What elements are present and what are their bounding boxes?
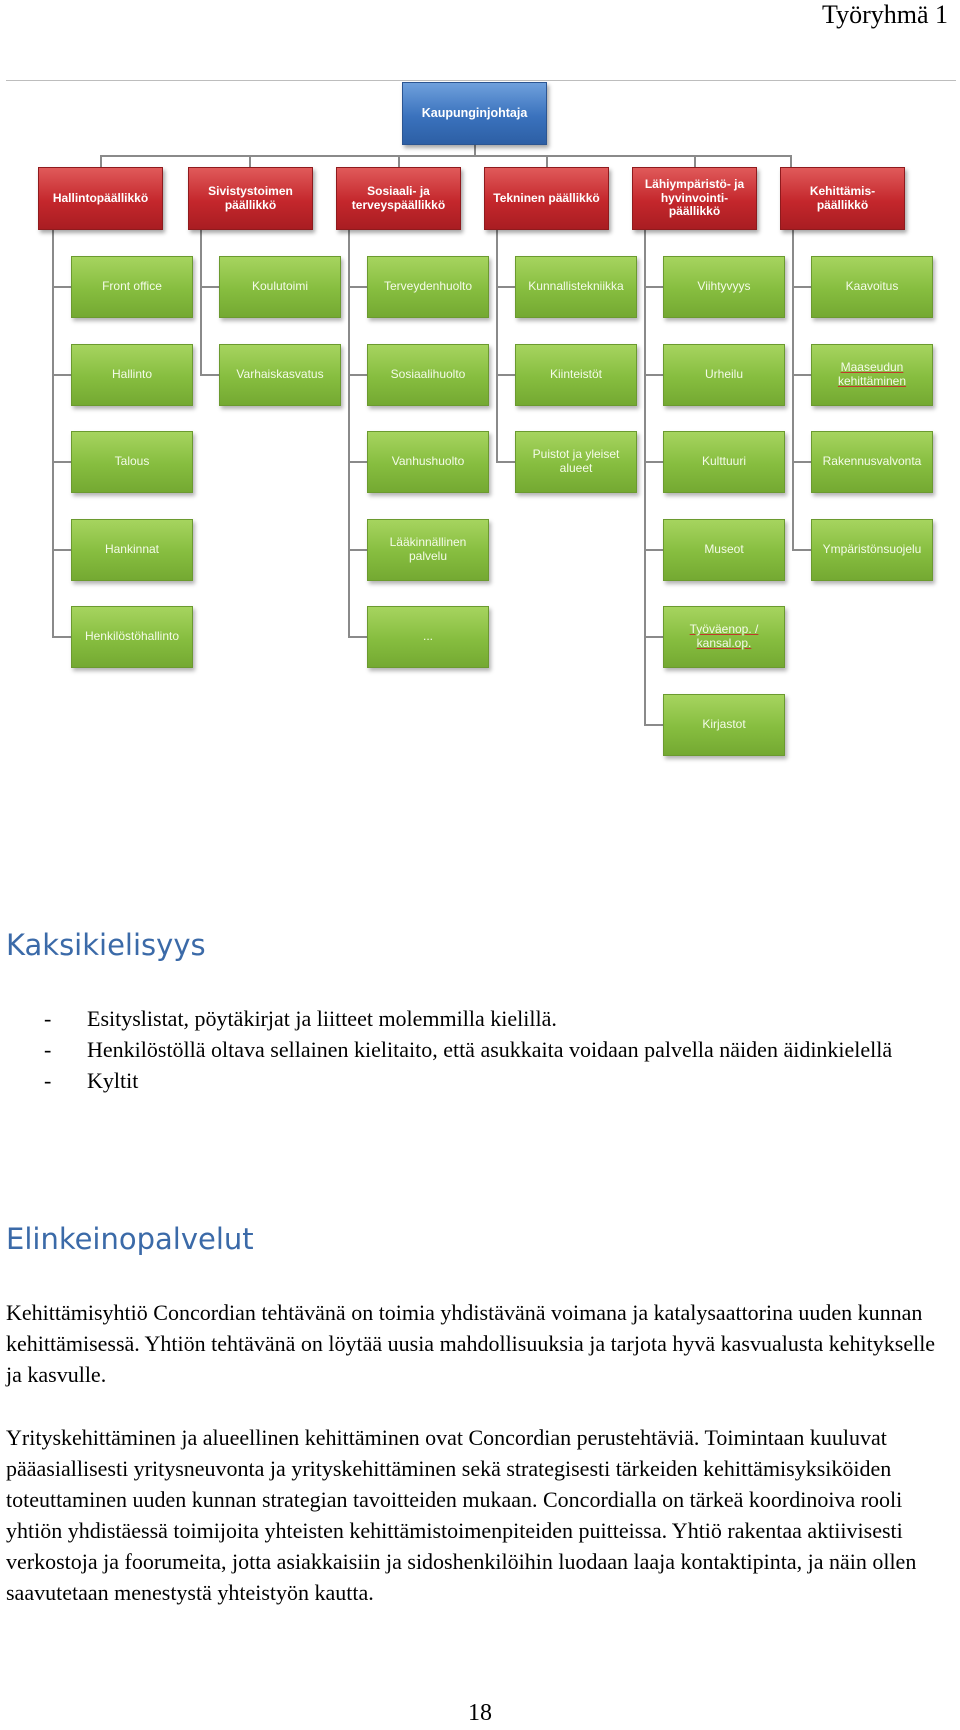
paragraph: Kehittämisyhtiö Concordian tehtävänä on toimia yhdistävänä voimana ja katalysaattorina uuden kunnan kehittämisessä. Yhtiön tehtävänä on löytää uusia mahdollisuuksia ja tarjota hyvä kasvualusta kehitykselle ja kasvulle.: [6, 1300, 936, 1387]
org-chart: [0, 0, 960, 780]
unit-label: Hallinto: [111, 367, 153, 382]
unit-box: [663, 256, 785, 318]
page-number: 18: [468, 1700, 492, 1726]
unit-label: Kirjastot: [702, 717, 746, 732]
list-item-text: Kyltit: [87, 1068, 139, 1093]
unit-box: [71, 606, 193, 668]
connector: [200, 230, 202, 376]
list-item: - Esityslistat, pöytäkirjat ja liitteet molemmilla kielillä.: [44, 1006, 557, 1031]
unit-box: [367, 431, 489, 493]
unit-label: Työväenop. / kansal.op.: [689, 622, 759, 650]
unit-box: [71, 344, 193, 406]
connector: [546, 155, 548, 167]
unit-box: [367, 256, 489, 318]
unit-box: [811, 431, 933, 493]
department-box: [780, 167, 905, 230]
unit-box: [71, 256, 193, 318]
unit-box: [515, 256, 637, 318]
unit-box: [663, 694, 785, 756]
unit-box: [515, 344, 637, 406]
connector: [644, 636, 663, 638]
unit-label: Ympäristönsuojelu: [822, 542, 922, 557]
connector: [52, 636, 71, 638]
connector: [398, 155, 400, 167]
connector: [348, 549, 367, 551]
unit-label: Terveydenhuolto: [383, 279, 473, 294]
connector: [52, 461, 71, 463]
unit-box: [811, 256, 933, 318]
unit-box: [367, 344, 489, 406]
unit-label: Rakennusvalvonta: [822, 454, 922, 469]
unit-box: [663, 344, 785, 406]
section-heading-bilingual: Kaksikielisyys: [6, 928, 206, 962]
paragraph: Yrityskehittäminen ja alueellinen kehittäminen ovat Concordian perustehtäviä. Toimintaan kuuluvat pääasiallisesti yritysneuvonta ja yrityskehittäminen sekä strategisesti tärkeiden kehittämisyksiköiden toteuttaminen uuden kunnan strategian tavoitteiden mukaan. Concordialla on tärkeä koordinoiva rooli yhtiön yhdistäessä toimijoita yhteisten kehittämistoimenpiteiden puitteissa. Yhtiö rakentaa aktiivisesti verkostoja ja foorumeita, jotta asiakkaisiin ja sidoshenkilöihin luodaan laaja kontaktipinta, ja näin ollen saavutetaan menestystä yhteistyön kautta.: [6, 1425, 917, 1605]
unit-box: [219, 256, 341, 318]
bilingual-list: [44, 1003, 944, 1096]
connector: [348, 636, 367, 638]
unit-label: Henkilöstöhallinto: [84, 629, 180, 644]
connector: [644, 286, 663, 288]
unit-box: [663, 519, 785, 581]
connector: [792, 230, 794, 551]
connector: [100, 155, 102, 167]
connector: [52, 230, 54, 638]
department-box: [484, 167, 609, 230]
department-box: [336, 167, 461, 230]
department-label: Kehittämis-päällikkö: [809, 183, 876, 212]
connector: [644, 461, 663, 463]
unit-box: [71, 431, 193, 493]
connector: [496, 230, 498, 463]
connector: [792, 286, 811, 288]
list-item: - Henkilöstöllä oltava sellainen kielitaito, että asukkaita voidaan palvella näiden äidinkielellä: [44, 1037, 893, 1062]
unit-box: [663, 431, 785, 493]
header-group-label: Työryhmä 1: [822, 0, 948, 29]
department-box: [632, 167, 757, 230]
unit-box: [811, 519, 933, 581]
unit-label: Koulutoimi: [251, 279, 309, 294]
connector: [496, 461, 515, 463]
unit-label: Lääkinnällinen palvelu: [389, 535, 467, 563]
connector: [52, 286, 71, 288]
connector: [792, 549, 811, 551]
unit-box: [515, 431, 637, 493]
unit-label: Maaseudun kehittäminen: [837, 360, 907, 388]
unit-label: Urheilu: [704, 367, 743, 382]
unit-label: Kulttuuri: [701, 454, 747, 469]
unit-box: [663, 606, 785, 668]
connector: [249, 155, 251, 167]
unit-label: Hankinnat: [104, 542, 160, 557]
connector: [348, 230, 350, 638]
unit-box: [367, 606, 489, 668]
department-label: Lähiympäristö- ja hyvinvointi-päällikkö: [644, 176, 745, 219]
unit-box: [367, 519, 489, 581]
unit-label: Talous: [114, 454, 150, 469]
department-box: [38, 167, 163, 230]
connector: [100, 155, 792, 157]
connector: [694, 155, 696, 167]
unit-label: Vanhushuolto: [391, 454, 465, 469]
connector: [52, 549, 71, 551]
connector: [790, 155, 792, 167]
unit-label: ...: [422, 629, 433, 644]
unit-box: [71, 519, 193, 581]
unit-label: Museot: [704, 542, 744, 557]
department-label: Sosiaali- ja terveyspäällikkö: [351, 183, 446, 212]
section-heading-business: Elinkeinopalvelut: [6, 1222, 254, 1256]
org-top-box: [402, 82, 547, 145]
connector: [52, 374, 71, 376]
connector: [644, 230, 646, 726]
list-item-text: Esityslistat, pöytäkirjat ja liitteet molemmilla kielillä.: [87, 1006, 557, 1031]
list-item: - Kyltit: [44, 1068, 139, 1093]
connector: [792, 374, 811, 376]
unit-label: Viihtyvyys: [697, 279, 751, 294]
department-label: Sivistystoimen päällikkö: [208, 183, 293, 212]
list-item-text: Henkilöstöllä oltava sellainen kielitaito, että asukkaita voidaan palvella näiden äidinkielellä: [87, 1037, 893, 1062]
connector: [644, 549, 663, 551]
unit-label: Kunnallistekniikka: [528, 279, 624, 294]
unit-label: Puistot ja yleiset alueet: [532, 447, 620, 475]
connector: [792, 461, 811, 463]
connector: [348, 461, 367, 463]
unit-label: Kiinteistöt: [549, 367, 603, 382]
connector: [496, 286, 515, 288]
unit-label: Front office: [102, 279, 162, 294]
unit-label: Varhaiskasvatus: [236, 367, 324, 382]
connector: [348, 286, 367, 288]
connector: [200, 286, 219, 288]
connector: [644, 374, 663, 376]
unit-box: [219, 344, 341, 406]
unit-label: Kaavoitus: [845, 279, 899, 294]
connector: [644, 724, 663, 726]
unit-box: [811, 344, 933, 406]
org-top-label: Kaupunginjohtaja: [421, 106, 528, 121]
department-label: Hallintopäällikkö: [52, 190, 149, 205]
connector: [348, 374, 367, 376]
department-label: Tekninen päällikkö: [493, 190, 600, 205]
department-box: [188, 167, 313, 230]
connector: [200, 374, 219, 376]
unit-label: Sosiaalihuolto: [390, 367, 466, 382]
connector: [496, 374, 515, 376]
